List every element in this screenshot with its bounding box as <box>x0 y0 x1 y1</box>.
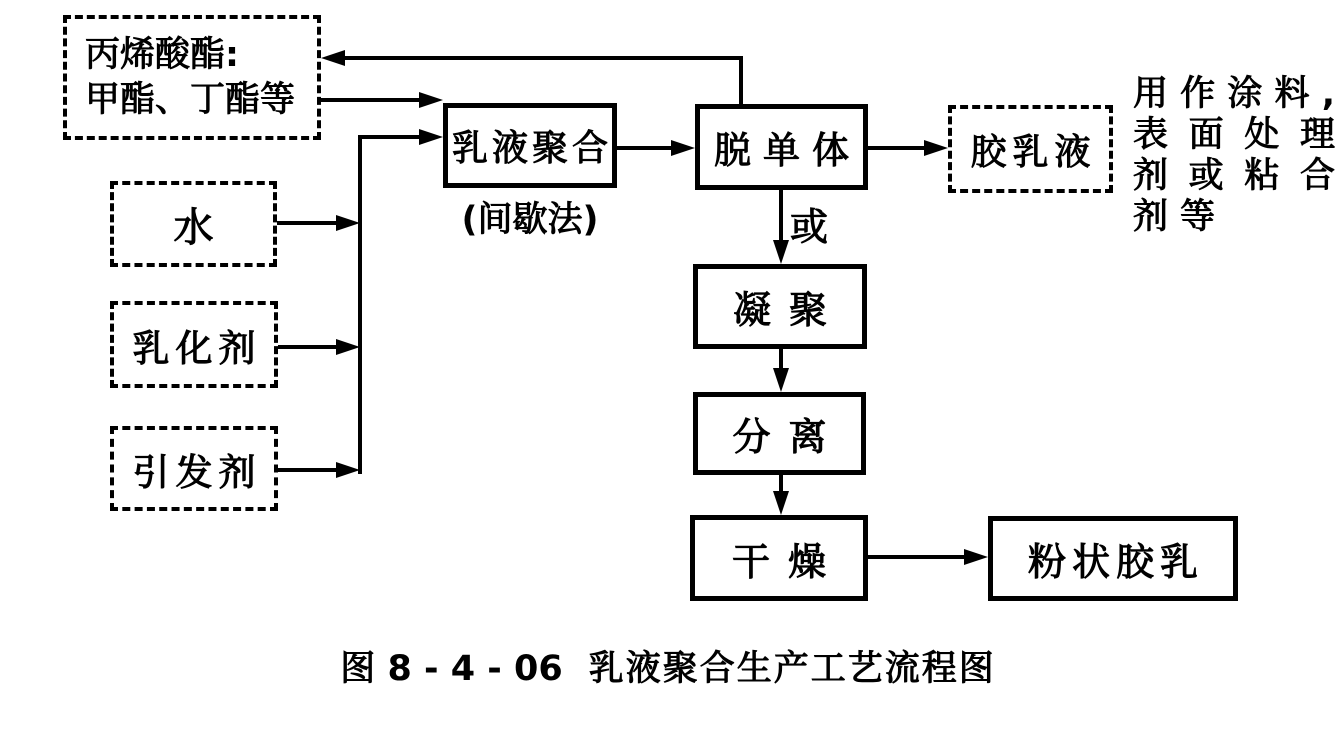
edge-coagulation-separation-arrowhead-icon <box>773 368 789 392</box>
node-latex-label: 胶乳液 <box>970 131 1097 173</box>
node-initiator <box>110 426 278 511</box>
node-emulsifier-label: 乳化剂 <box>132 326 262 370</box>
node-polymerization-sublabel: (间歇法) <box>461 200 599 240</box>
edge-recycle-vertical-line <box>739 56 743 106</box>
node-coagulation-label: 凝聚 <box>732 288 845 332</box>
usage-note-line3: 剂或粘合 <box>1133 156 1335 196</box>
edge-label-or: 或 <box>790 205 829 249</box>
edge-feeds-polymerization-arrowhead-icon <box>419 129 443 145</box>
node-demonomer-label: 脱单体 <box>714 129 861 172</box>
node-drying <box>690 515 868 601</box>
edge-demonomer-coagulation-line <box>779 190 783 242</box>
usage-note <box>1133 74 1335 238</box>
node-powder-latex <box>988 516 1238 601</box>
edge-polymerization-demonomer-arrowhead-icon <box>671 140 695 156</box>
node-separation <box>693 392 866 475</box>
edge-drying-powder-line <box>868 555 966 559</box>
edge-recycle-arrowhead-icon <box>321 50 345 66</box>
node-emulsifier <box>110 301 278 388</box>
edge-demonomer-latex-arrowhead-icon <box>924 140 948 156</box>
usage-note-line1: 用作涂料, <box>1133 74 1335 114</box>
edge-initiator-collector-line <box>278 468 338 472</box>
edge-water-collector-line <box>277 221 338 225</box>
node-initiator-label: 引发剂 <box>132 450 262 494</box>
edge-demonomer-coagulation-arrowhead-icon <box>773 240 789 264</box>
figure-caption-title: 乳液聚合生产工艺流程图 <box>588 649 996 689</box>
figure-caption <box>0 641 1336 691</box>
edge-initiator-collector-arrowhead-icon <box>336 462 360 478</box>
edge-water-collector-arrowhead-icon <box>336 215 360 231</box>
edge-recycle-horizontal-line <box>345 56 743 60</box>
edge-demonomer-latex-line <box>868 146 926 150</box>
edge-emulsifier-collector-line <box>278 345 338 349</box>
edge-feeds-polymerization-line <box>358 135 421 139</box>
node-coagulation <box>693 264 867 349</box>
edge-monomer-polymerization-arrowhead-icon <box>419 92 443 108</box>
figure-caption-number: 图 8 - 4 - 06 <box>340 649 563 689</box>
node-polymerization <box>443 103 617 188</box>
usage-note-line2: 表面处理 <box>1133 115 1335 155</box>
node-water-label: 水 <box>173 204 214 251</box>
edge-drying-powder-arrowhead-icon <box>964 549 988 565</box>
edge-polymerization-demonomer-line <box>617 146 673 150</box>
node-drying-label: 干燥 <box>731 539 844 584</box>
node-polymerization-label: 乳液聚合 <box>452 128 613 169</box>
node-monomer-line2: 甲酯、丁酯等 <box>85 79 296 120</box>
node-monomer-label <box>67 33 317 123</box>
edge-emulsifier-collector-arrowhead-icon <box>336 339 360 355</box>
node-monomer <box>63 15 321 140</box>
node-water <box>110 181 277 267</box>
node-separation-label: 分离 <box>732 415 845 459</box>
node-monomer-line1: 丙烯酸酯: <box>85 34 239 75</box>
node-latex <box>948 105 1113 193</box>
node-powder-latex-label: 粉状胶乳 <box>1027 540 1204 584</box>
edge-coagulation-separation-line <box>779 349 783 370</box>
edge-monomer-polymerization-line <box>321 98 421 102</box>
usage-note-line4: 剂等 <box>1133 197 1228 237</box>
node-demonomer <box>695 104 868 190</box>
edge-separation-drying-arrowhead-icon <box>773 491 789 515</box>
feed-collector-vertical-line <box>358 135 362 474</box>
